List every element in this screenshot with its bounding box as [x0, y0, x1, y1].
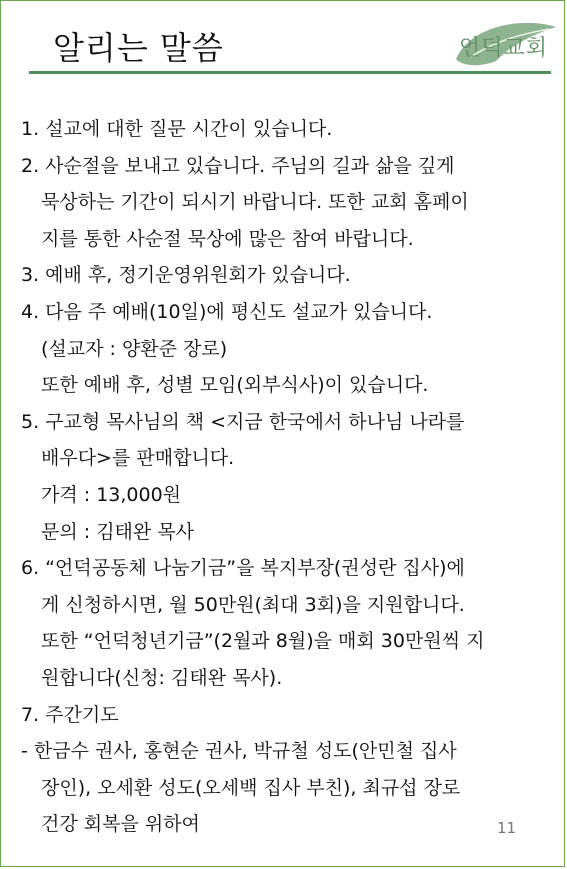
- notice-line: 지를 통한 사순절 묵상에 많은 참여 바랍니다.: [41, 227, 414, 250]
- notice-line: - 한금수 권사, 홍현순 권사, 박규철 성도(안민철 집사: [21, 740, 457, 763]
- notice-line: 6. “언덕공동체 나눔기금”을 복지부장(권성란 집사)에: [21, 557, 465, 580]
- notice-line: 5. 구교형 목사님의 책 <지금 한국에서 하나님 나라를: [21, 410, 465, 433]
- notice-list: [21, 111, 551, 843]
- title-divider: [29, 71, 551, 74]
- logo-text: 언덕교회: [459, 36, 549, 61]
- notice-line: 게 신청하시면, 월 50만원(최대 3회)을 지원합니다.: [41, 593, 465, 616]
- notice-line: (설교자 : 양환준 장로): [41, 337, 228, 360]
- notice-line: 또한 “언덕청년기금”(2월과 8월)을 매회 30만원씩 지: [41, 630, 485, 653]
- page-number: 11: [497, 819, 517, 837]
- notice-line: 3. 예배 후, 정기운영위원회가 있습니다.: [21, 264, 351, 287]
- notice-line: 묵상하는 기간이 되시기 바랍니다. 또한 교회 홈페이: [41, 191, 469, 214]
- notice-line: 가격 : 13,000원: [41, 483, 182, 506]
- notice-line: 건강 회복을 위하여: [41, 813, 200, 836]
- notice-line: 1. 설교에 대한 질문 시간이 있습니다.: [21, 118, 333, 140]
- notice-line: 배우다>를 판매합니다.: [41, 447, 235, 470]
- church-logo: [451, 19, 561, 69]
- notice-line: 2. 사순절을 보내고 있습니다. 주님의 길과 삶을 깊게: [21, 154, 455, 177]
- notice-line: 문의 : 김태완 목사: [41, 520, 194, 543]
- notice-line: 4. 다음 주 예배(10일)에 평신도 설교가 있습니다.: [21, 300, 433, 323]
- notice-line: 7. 주간기도: [21, 703, 119, 726]
- notice-line: 장인), 오세환 성도(오세백 집사 부친), 최규섭 장로: [41, 776, 461, 799]
- page-title: 알리는 말씀: [53, 29, 224, 67]
- notice-line: 또한 예배 후, 성별 모임(외부식사)이 있습니다.: [41, 374, 429, 397]
- notice-line: 원합니다(신청: 김태완 목사).: [41, 666, 283, 689]
